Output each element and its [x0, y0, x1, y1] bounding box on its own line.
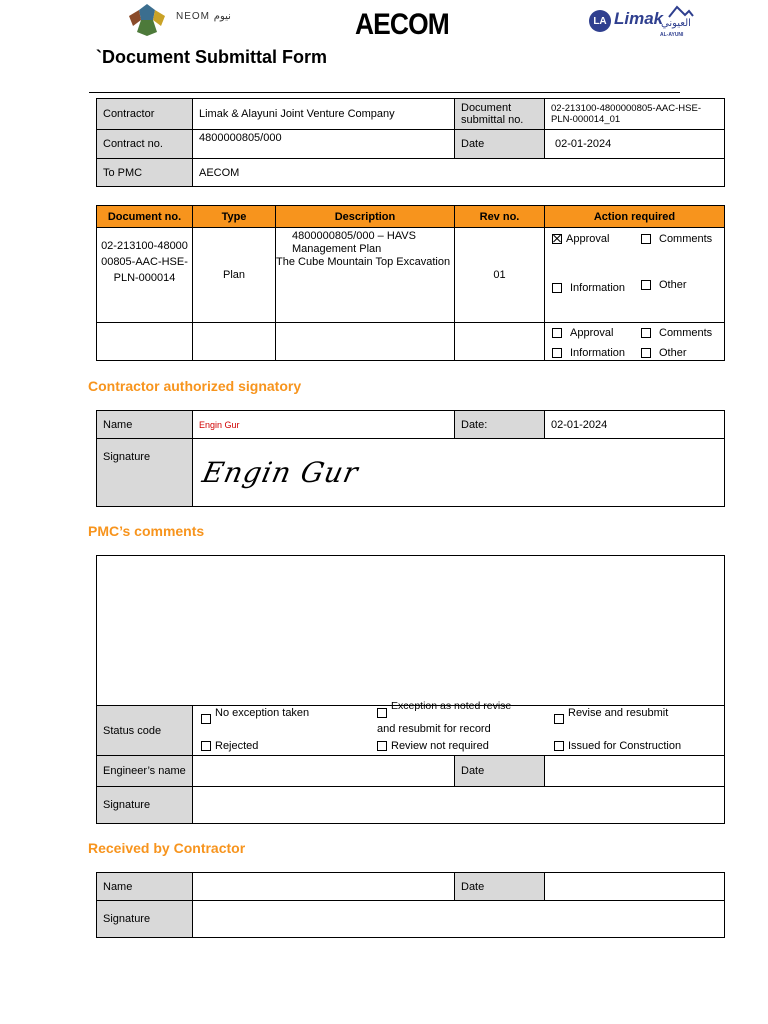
- to-pmc-value: AECOM: [193, 159, 725, 187]
- no-exception-option[interactable]: [201, 709, 309, 724]
- checkbox-icon[interactable]: [377, 708, 387, 718]
- signature-cell: [193, 439, 725, 507]
- signature-label: Signature: [97, 901, 193, 938]
- engineer-name-field[interactable]: [193, 756, 455, 787]
- received-table: [96, 872, 725, 938]
- col-document-no: Document no.: [97, 206, 193, 228]
- checkbox-icon[interactable]: [552, 283, 562, 293]
- ifc-label: Issued for Construction: [568, 740, 682, 752]
- name-field[interactable]: [193, 873, 455, 901]
- neom-logo-text: NEOM نيوم: [176, 11, 231, 22]
- review-not-required-label: Review not required: [391, 740, 489, 752]
- empty-cell: [276, 323, 455, 361]
- engineer-name-label: Engineer’s name: [97, 756, 193, 787]
- type-cell: Plan: [193, 228, 276, 323]
- comments-label: Comments: [659, 233, 713, 245]
- empty-cell: [193, 323, 276, 361]
- submittal-info-table: [96, 98, 725, 187]
- review-not-required-option[interactable]: [377, 740, 489, 752]
- checkbox-icon[interactable]: [377, 741, 387, 751]
- contractor-label: Contractor: [97, 99, 193, 130]
- exception-noted-label-1: Exception as noted revise: [391, 699, 512, 712]
- to-pmc-label: To PMC: [97, 159, 193, 187]
- neom-logo-icon: [127, 2, 167, 38]
- signature-field[interactable]: [193, 787, 725, 824]
- description-line-2: The Cube Mountain Top Excavation: [276, 256, 451, 268]
- signature-label: Signature: [97, 787, 193, 824]
- empty-cell: [455, 323, 545, 361]
- revise-resubmit-label: Revise and resubmit: [568, 707, 669, 720]
- other-label: Other: [659, 279, 687, 291]
- alayuni-logo-icon: [668, 4, 694, 18]
- rejected-option[interactable]: [201, 740, 258, 752]
- revise-resubmit-option[interactable]: [554, 709, 668, 724]
- signatory-heading: Contractor authorized signatory: [88, 378, 302, 394]
- alayuni-logo-arabic: العيوني: [661, 18, 691, 29]
- table-row: [97, 323, 725, 361]
- doc-no-cell: 02-213100-4800000805-AAC-HSE-PLN-000014: [97, 228, 193, 323]
- signature-field[interactable]: [193, 901, 725, 938]
- checked-box-icon[interactable]: [552, 234, 562, 244]
- other-label: Other: [659, 347, 687, 359]
- checkbox-icon[interactable]: [554, 714, 564, 724]
- contractor-value: Limak & Alayuni Joint Venture Company: [193, 99, 455, 130]
- signature-label: Signature: [97, 439, 193, 507]
- comments-option[interactable]: [641, 233, 712, 245]
- date-label: Date:: [455, 411, 545, 439]
- col-rev-no: Rev no.: [455, 206, 545, 228]
- comments-option[interactable]: [641, 327, 712, 339]
- date-label: Date: [455, 756, 545, 787]
- alayuni-logo-text: AL-AYUNI: [660, 32, 684, 38]
- contract-no-label: Contract no.: [97, 130, 193, 159]
- aecom-logo: AECOM: [355, 8, 449, 41]
- approval-label: Approval: [570, 327, 614, 339]
- name-label: Name: [97, 411, 193, 439]
- checkbox-icon[interactable]: [552, 348, 562, 358]
- contract-no-value: 4800000805/000: [193, 130, 455, 159]
- pmc-comments-table: [96, 555, 725, 824]
- approval-option[interactable]: [552, 327, 613, 339]
- empty-cell: [97, 323, 193, 361]
- pmc-comments-heading: PMC’s comments: [88, 523, 205, 539]
- doc-submittal-label: Document submittal no.: [455, 99, 545, 130]
- signature-image: Engin Gur: [199, 456, 362, 489]
- signatory-table: [96, 410, 725, 507]
- documents-table: [96, 205, 725, 361]
- date-value: 02-01-2024: [545, 130, 725, 159]
- checkbox-icon[interactable]: [201, 714, 211, 724]
- exception-noted-option[interactable]: [377, 700, 511, 718]
- other-option[interactable]: [641, 347, 687, 359]
- information-option[interactable]: [552, 282, 625, 294]
- comments-textarea[interactable]: [97, 556, 725, 706]
- received-heading: Received by Contractor: [88, 840, 246, 856]
- date-field[interactable]: [545, 756, 725, 787]
- checkbox-icon[interactable]: [554, 741, 564, 751]
- limak-logo-text: Limak: [614, 9, 664, 28]
- rejected-label: Rejected: [215, 740, 259, 752]
- information-label: Information: [570, 347, 626, 359]
- limak-logo-icon: LA: [589, 10, 611, 32]
- other-option[interactable]: [641, 279, 687, 291]
- ifc-option[interactable]: [554, 740, 681, 752]
- approval-option[interactable]: [552, 233, 609, 245]
- checkbox-icon[interactable]: [641, 280, 651, 290]
- status-code-label: Status code: [97, 706, 193, 756]
- date-field[interactable]: [545, 873, 725, 901]
- description-line-1: 4800000805/000 – HAVS Management Plan: [292, 230, 416, 255]
- table-row: [97, 228, 725, 323]
- checkbox-icon[interactable]: [552, 328, 562, 338]
- doc-submittal-value: 02-213100-4800000805-AAC-HSE-PLN-000014_01: [545, 99, 725, 130]
- description-cell: [276, 228, 455, 323]
- col-action-required: Action required: [545, 206, 725, 228]
- checkbox-icon[interactable]: [641, 234, 651, 244]
- information-option[interactable]: [552, 347, 625, 359]
- name-label: Name: [97, 873, 193, 901]
- date-label: Date: [455, 130, 545, 159]
- page-title: `Document Submittal Form: [96, 47, 328, 67]
- date-value: 02-01-2024: [545, 411, 725, 439]
- date-label: Date: [455, 873, 545, 901]
- title-divider: [89, 92, 680, 93]
- name-value: Engin Gur: [193, 411, 455, 439]
- information-label: Information: [570, 282, 626, 294]
- no-exception-label: No exception taken: [215, 707, 310, 720]
- checkbox-icon[interactable]: [201, 741, 211, 751]
- checkbox-icon[interactable]: [641, 328, 651, 338]
- col-description: Description: [276, 206, 455, 228]
- documents-header-row: [97, 206, 725, 228]
- approval-label: Approval: [566, 233, 610, 245]
- checkbox-icon[interactable]: [641, 348, 651, 358]
- exception-noted-label-2: and resubmit for record: [377, 723, 491, 735]
- col-type: Type: [193, 206, 276, 228]
- rev-cell: 01: [455, 228, 545, 323]
- comments-label: Comments: [659, 327, 713, 339]
